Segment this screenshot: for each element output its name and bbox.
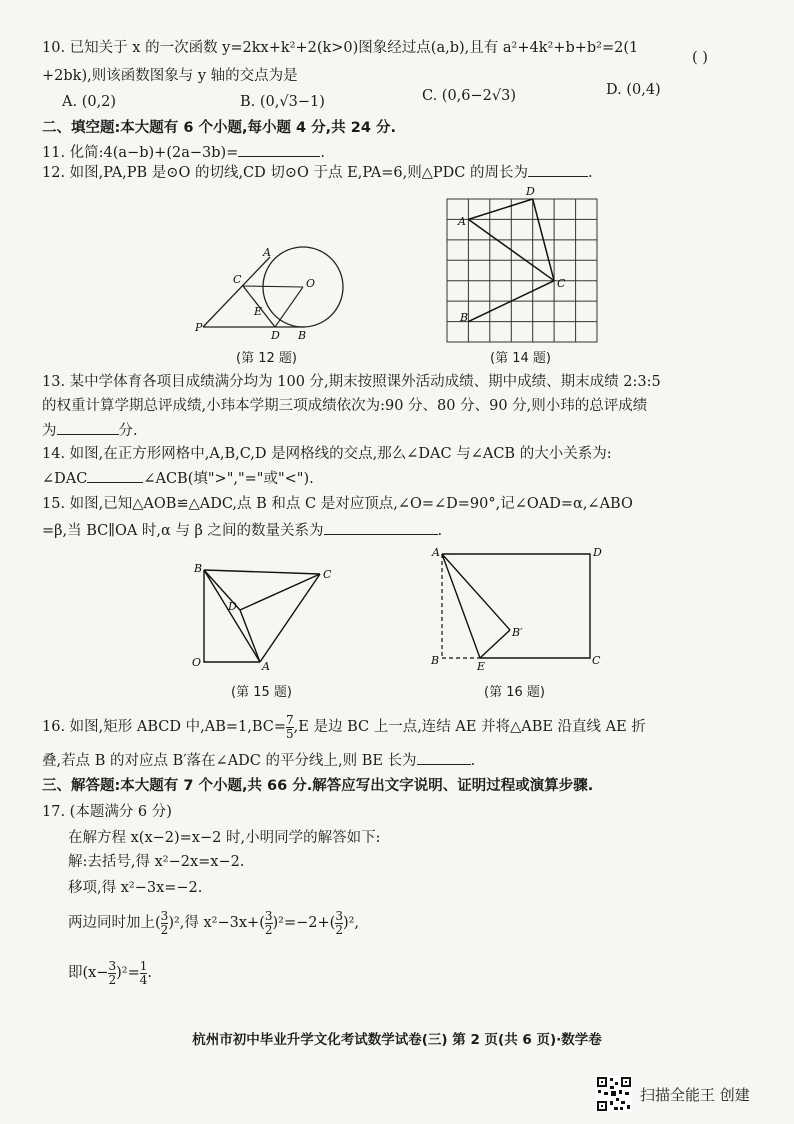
q17-frac-3 [335,910,343,937]
fig14-label-d: D [526,185,535,198]
q17-f3-den: 2 [335,922,343,937]
fig14-label-b: B [460,311,469,324]
q17-l5a: 即(x− [68,965,109,981]
figure-16-caption: (第 16 题) [484,685,545,700]
q16-prompt: 叠,若点 B 的对应点 B′落在∠ADC 的平分线上,则 BE 长为 [42,753,417,769]
q16-line1 [42,712,646,742]
q14-prefix: ∠DAC [42,471,88,487]
qr-code-icon [596,1076,632,1112]
q11-prompt: 11. 化简:4(a−b)+(2a−3b)= [42,145,239,161]
section-3-heading: 三、解答题:本大题有 7 个小题,共 66 分.解答应写出文字说明、证明过程或演算步骤. [42,778,594,794]
q10-option-a: A. (0,2) [62,94,117,110]
q11-text [42,142,325,163]
fig15-label-a: A [262,660,270,673]
q14-line2 [42,468,314,489]
q16-fraction [286,714,294,741]
q15-line2 [42,520,442,541]
fig15-label-o: O [192,656,202,669]
page-footer: 杭州市初中毕业升学文化考试数学试卷(三) 第 2 页(共 6 页)·数学卷 [192,1032,602,1048]
q17-l4a: 两边同时加上( [68,915,161,931]
q13-answer-blank [57,420,119,435]
q16-answer-blank [417,750,471,765]
scanner-watermark: 扫描全能王 创建 [640,1086,750,1104]
figure-14-caption: (第 14 题) [490,351,551,366]
fig16-label-c: C [592,654,601,667]
q17-f1-den: 2 [160,922,169,937]
q11-end: . [320,145,325,161]
q16-frac-num: 7 [286,712,294,727]
fig16-label-b: B [431,654,440,667]
q16-end: . [470,753,476,769]
fig12-label-c: C [233,273,242,286]
q17-title: 17. (本题满分 6 分) [42,804,172,820]
q17-line5 [68,958,152,988]
fig16-label-a: A [432,546,440,559]
q17-l4c: )²=−2+( [272,915,336,931]
q10-paren: ( ) [692,50,708,66]
q16-part-a: 16. 如图,矩形 ABCD 中,AB=1,BC= [42,719,287,735]
q15-line1: 15. 如图,已知△AOB≌△ADC,点 B 和点 C 是对应顶点,∠O=∠D=90°,记∠OAD=α,∠ABO [42,496,633,512]
q17-l5b: )²= [116,965,140,981]
fig12-label-o: O [306,277,316,290]
q16-line2 [42,750,475,771]
q14-suffix: ∠ACB(填">","="或"<"). [143,471,314,487]
q16-part-b: ,E 是边 BC 上一点,连结 AE 并将△ABE 沿直线 AE 折 [293,719,646,735]
q17-line1: 在解方程 x(x−2)=x−2 时,小明同学的解答如下: [68,830,381,846]
fig12-label-a: A [263,246,271,259]
q13-line2: 的权重计算学期总评成绩,小玮本学期三项成绩依次为:90 分、80 分、90 分,则小玮的总评成绩 [42,398,648,414]
fig12-label-e: E [254,305,263,318]
fig12-label-p: P [195,321,203,334]
q14-line1: 14. 如图,在正方形网格中,A,B,C,D 是网格线的交点,那么∠DAC 与∠ACB 的大小关系为: [42,446,612,462]
fig14-label-a: A [458,215,466,228]
q17-f1-num: 3 [160,908,169,923]
q17-f2-den: 2 [264,922,273,937]
fig15-label-d: D [228,600,237,613]
q10-option-c: C. (0,6−2√3) [422,88,517,104]
fig12-label-d: D [271,329,280,342]
q14-answer-blank [87,468,143,483]
q10-line2: +2bk),则该函数图象与 y 轴的交点为是 [42,68,298,84]
fig16-label-bprime: B′ [512,626,523,639]
q17-f5-num: 1 [139,958,148,973]
q17-f4-num: 3 [108,958,117,973]
q12-text [42,162,593,183]
q17-l4d: )², [342,915,360,931]
figure-15 [188,562,344,674]
q17-line4 [68,908,359,938]
q12-answer-blank [528,162,588,177]
q17-line2: 解:去括号,得 x²−2x=x−2. [68,854,245,870]
q17-frac-4 [108,960,116,987]
figure-16 [428,546,604,672]
q13-line3 [42,420,138,441]
q10-option-d: D. (0,4) [606,82,661,98]
section-2-heading: 二、填空题:本大题有 6 个小题,每小题 4 分,共 24 分. [42,120,396,136]
q17-l5c: . [147,965,152,981]
q12-end: . [587,165,593,181]
fig12-label-b: B [298,329,307,342]
q17-l4b: )²,得 x²−3x+( [168,915,265,931]
q12-prompt: 12. 如图,PA,PB 是⊙O 的切线,CD 切⊙O 于点 E,PA=6,则△PDC 的周长为 [42,165,528,181]
q15-prompt: =β,当 BC∥OA 时,α 与 β 之间的数量关系为 [42,523,324,539]
figure-12 [195,245,365,345]
q15-answer-blank [324,520,438,535]
figure-15-caption: (第 15 题) [231,685,292,700]
q17-f4-den: 2 [108,972,117,987]
q13-line1: 13. 某中学体育各项目成绩满分均为 100 分,期末按照课外活动成绩、期中成绩、期末成绩 2:3:5 [42,374,661,390]
q17-f2-num: 3 [264,908,273,923]
fig16-label-d: D [593,546,602,559]
fig15-label-b: B [194,562,203,575]
q17-line3: 移项,得 x²−3x=−2. [68,880,203,896]
q17-f3-num: 3 [335,908,343,923]
q17-frac-2 [265,910,273,937]
q13-suffix: 分. [118,423,138,439]
q17-f5-den: 4 [139,972,148,987]
q11-answer-blank [238,142,320,157]
figure-14 [440,185,610,347]
fig14-label-c: C [557,277,566,290]
q13-prefix: 为 [42,423,57,439]
fig16-label-e: E [477,660,486,672]
q10-option-b: B. (0,√3−1) [240,94,325,110]
q16-frac-den: 5 [286,726,294,741]
q10-line1: 10. 已知关于 x 的一次函数 y=2kx+k²+2(k>0)图象经过点(a,b),且有 a²+4k²+b+b²=2(1 [42,40,639,56]
q15-end: . [437,523,443,539]
figure-12-caption: (第 12 题) [236,351,297,366]
fig15-label-c: C [323,568,332,581]
